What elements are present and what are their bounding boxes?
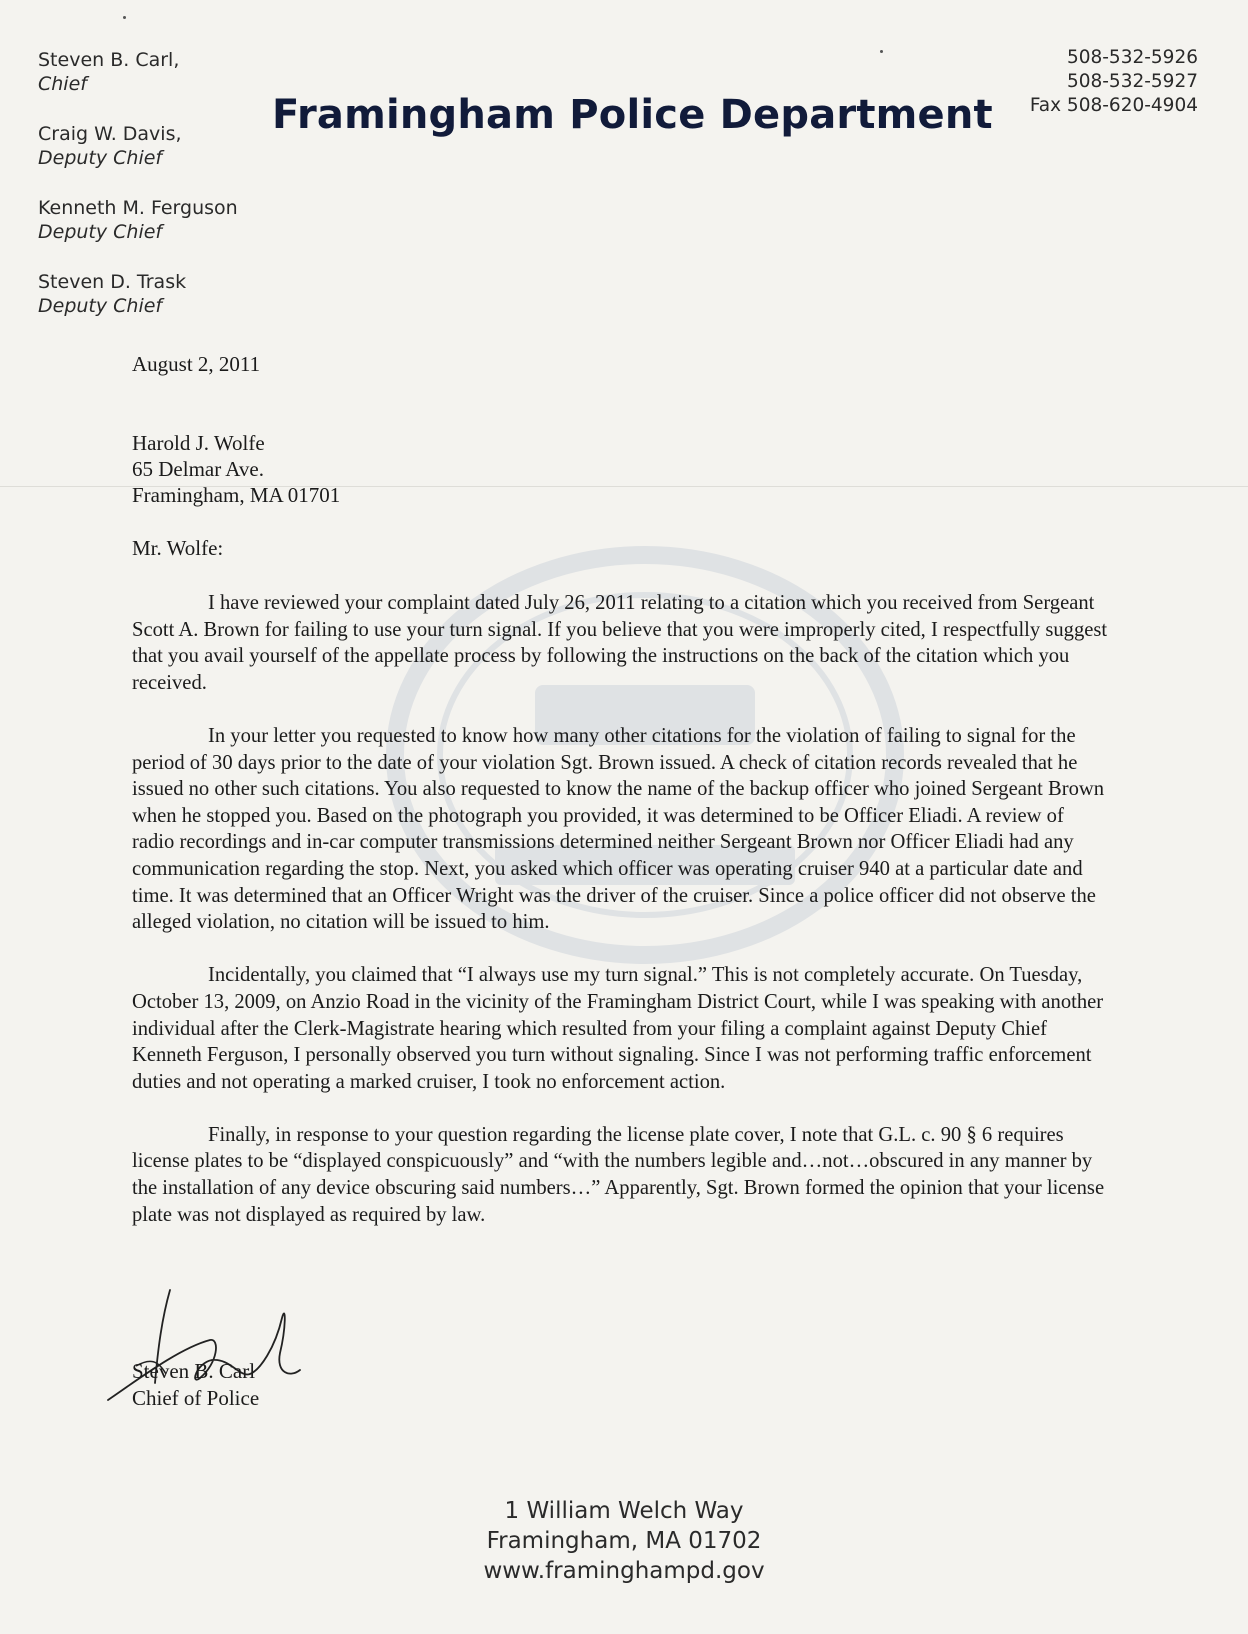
signer-name: Steven B. Carl xyxy=(132,1359,256,1383)
signature-block xyxy=(132,1358,259,1412)
official-entry xyxy=(38,270,238,318)
official-title: Deputy Chief xyxy=(38,221,163,243)
official-title: Deputy Chief xyxy=(38,147,163,169)
official-name: Kenneth M. Ferguson xyxy=(38,197,238,219)
recipient-city: Framingham, MA 01701 xyxy=(132,483,341,507)
official-entry xyxy=(38,48,238,96)
recipient-address xyxy=(132,430,340,508)
salutation: Mr. Wolfe: xyxy=(132,536,224,560)
official-title: Chief xyxy=(38,73,87,95)
body-paragraph: Incidentally, you claimed that “I always use my turn signal.” This is not completely accurate. On Tuesday, October 13, 2009, on Anzio Road in the vicinity of the Framingham District Court, while I was speaking with another individual after the Clerk-Magistrate hearing which resulted from your filing a complaint against Deputy Chief Kenneth Ferguson, I personally observed you turn without signaling. Since I was not performing traffic enforcement duties and not operating a marked cruiser, I took no enforcement action. xyxy=(132,964,1104,1093)
body-paragraph: I have reviewed your complaint dated July 26, 2011 relating to a citation which you received from Sergeant Scott A. Brown for failing to use your turn signal. If you believe that you were improperly cited, I respectfully suggest that you avail yourself of the appellate process by following the instructions on the back of the citation which you received. xyxy=(132,592,1108,694)
phone-numbers xyxy=(938,46,1198,118)
recipient-name: Harold J. Wolfe xyxy=(132,431,265,455)
official-entry xyxy=(38,196,238,244)
fax-number: Fax 508-620-4904 xyxy=(1029,95,1198,116)
signer-title: Chief of Police xyxy=(132,1386,260,1410)
official-title: Deputy Chief xyxy=(38,295,163,317)
official-name: Steven B. Carl, xyxy=(38,49,180,71)
body-paragraph: In your letter you requested to know how many other citations for the violation of failing to signal for the period of 30 days prior to the date of your violation Sgt. Brown issued. A check of citation records revealed that he issued no other such citations. You also requested to know the name of the backup officer who joined Sergeant Brown when he stopped you. Based on the photograph you provided, it was determined to be Officer Eliadi. A review of radio recordings and in-car computer transmissions determined neither Sergeant Brown nor Officer Eliadi had any communication regarding the stop. Next, you asked which officer was operating cruiser 940 at a particular date and time. It was determined that an Officer Wright was the driver of the cruiser. Since a police officer did not observe the alleged violation, no citation will be issued to him. xyxy=(132,724,1105,934)
phone-number: 508-532-5926 xyxy=(1066,47,1198,68)
footer-address xyxy=(0,1496,1248,1586)
footer-street: 1 William Welch Way xyxy=(504,1498,744,1524)
footer-website[interactable]: www.framinghampd.gov xyxy=(483,1558,765,1584)
official-name: Steven D. Trask xyxy=(38,271,187,293)
official-entry xyxy=(38,122,238,170)
footer-city: Framingham, MA 01702 xyxy=(486,1528,762,1554)
letter-body xyxy=(132,590,1108,1255)
department-name: Framingham Police Department xyxy=(272,92,993,138)
phone-number: 508-532-5927 xyxy=(1066,71,1198,92)
body-paragraph: Finally, in response to your question regarding the license plate cover, I note that G.L. c. 90 § 6 requires license plates to be “displayed conspicuously” and “with the numbers legible and…not…obscured in any manner by the installation of any device obscuring said numbers…” Apparently, Sgt. Brown formed the opinion that your license plate was not displayed as required by law. xyxy=(132,1123,1105,1226)
official-name: Craig W. Davis, xyxy=(38,123,182,145)
paper-speck xyxy=(880,50,883,53)
paper-speck xyxy=(123,16,126,19)
recipient-street: 65 Delmar Ave. xyxy=(132,457,264,481)
officials-list xyxy=(38,48,238,344)
letter-date: August 2, 2011 xyxy=(132,352,261,376)
